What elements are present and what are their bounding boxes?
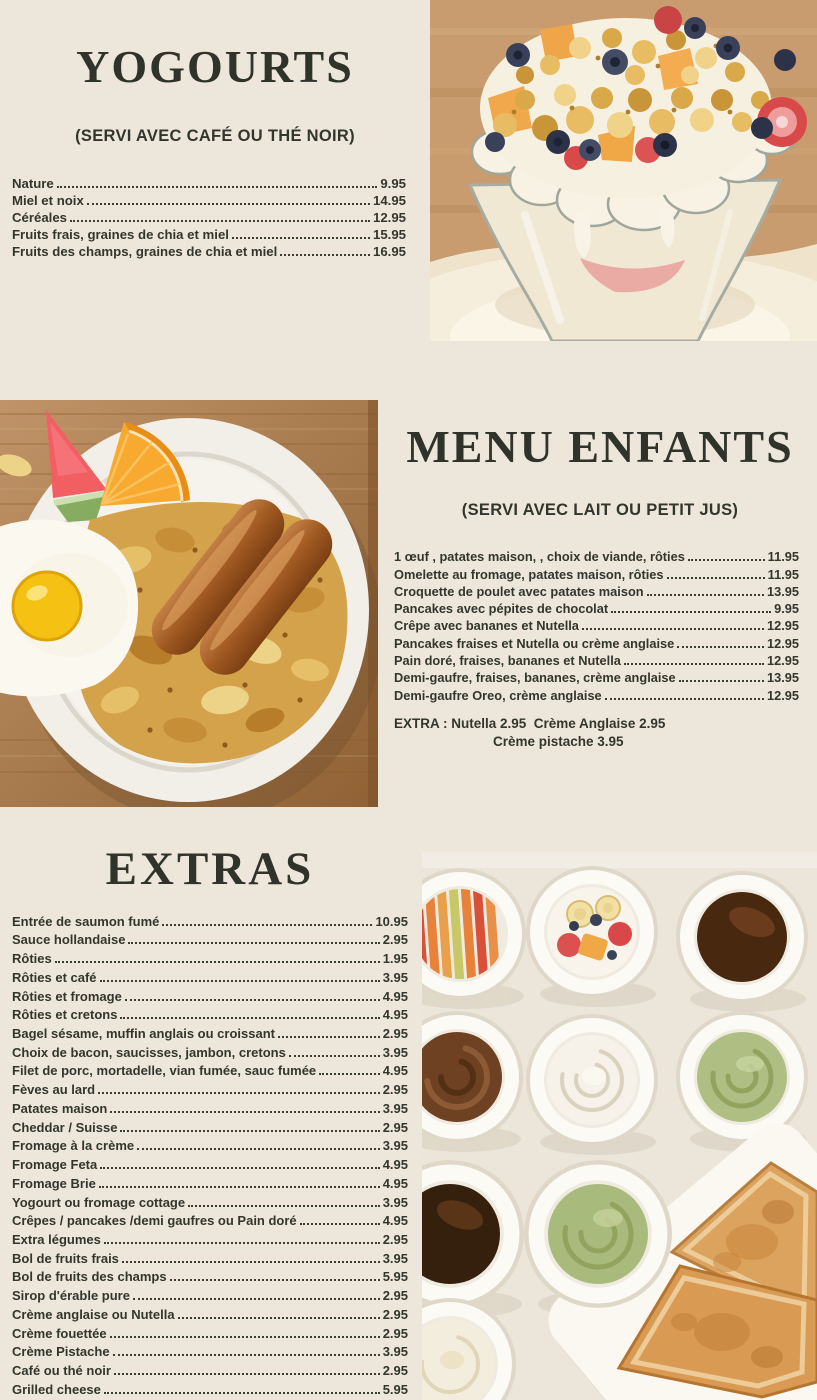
menu-item-name: Rôties et cretons (12, 1007, 118, 1023)
menu-item-name: Entrée de saumon fumé (12, 913, 160, 929)
menu-item-price: 2.95 (382, 1306, 408, 1322)
menu-item-name: Miel et noix (12, 193, 84, 208)
dot-leader (137, 1148, 380, 1150)
menu-item-name: Crêpes / pancakes /demi gaufres ou Pain doré (12, 1213, 297, 1229)
yogourts-section (0, 41, 430, 259)
dot-leader (178, 1317, 380, 1319)
menu-item-price: 12.95 (766, 618, 799, 634)
menu-item-row (12, 1341, 408, 1360)
menu-item-price: 3.95 (382, 1138, 408, 1154)
menu-item-row (12, 1378, 408, 1397)
menu-item-name: Pancakes fraises et Nutella ou crème anglaise (394, 635, 675, 651)
menu-item-price: 12.95 (766, 653, 799, 669)
menu-item-price: 4.95 (382, 1175, 408, 1191)
menu-item-row (12, 1247, 408, 1266)
menu-item-row (12, 242, 406, 259)
menu-item-price: 2.95 (382, 1082, 408, 1098)
menu-item-name: Fromage à la crème (12, 1138, 135, 1154)
dot-leader (162, 924, 372, 926)
menu-item-row (12, 1284, 408, 1303)
dot-leader (688, 559, 765, 561)
dot-leader (87, 203, 370, 205)
menu-item-price: 1.95 (382, 951, 408, 967)
menu-item-price: 4.95 (382, 1157, 408, 1173)
menu-item-name: Crème anglaise ou Nutella (12, 1306, 175, 1322)
menu-item-row (12, 1097, 408, 1116)
menu-item-row (12, 1116, 408, 1135)
menu-item-name: Croquette de poulet avec patates maison (394, 583, 644, 599)
menu-item-price: 15.95 (372, 227, 406, 242)
dot-leader (113, 1354, 380, 1356)
menu-item-price: 2.95 (382, 1288, 408, 1304)
dot-leader (677, 646, 764, 648)
menu-item-name: Cheddar / Suisse (12, 1119, 118, 1135)
menu-item-price: 4.95 (382, 988, 408, 1004)
menu-item-name: Demi-gaufre Oreo, crème anglaise (394, 687, 602, 703)
dot-leader (582, 628, 764, 630)
dot-leader (188, 1205, 380, 1207)
menu-item-row (394, 651, 799, 668)
extras-note-line2: Crème pistache 3.95 (493, 733, 624, 749)
dot-leader (300, 1223, 380, 1225)
dot-leader (120, 1130, 379, 1132)
menu-item-price: 10.95 (375, 913, 408, 929)
dot-leader (104, 1242, 380, 1244)
menu-item-row (12, 1228, 408, 1247)
extras-section (0, 843, 420, 1397)
menu-item-name: Crème Pistache (12, 1344, 110, 1360)
breakfast-plate-photo (0, 400, 378, 807)
yogourts-subtitle: (SERVI AVEC CAFÉ OU THÉ NOIR) (75, 127, 355, 145)
menu-item-name: Pain doré, fraises, bananes et Nutella (394, 653, 621, 669)
menu-item-row (394, 547, 799, 564)
menu-item-row (12, 1153, 408, 1172)
menu-item-price: 4.95 (382, 1063, 408, 1079)
menu-item-price: 12.95 (372, 210, 406, 225)
extras-note-line1: EXTRA : Nutella 2.95 Crème Anglaise 2.95 (394, 715, 666, 731)
menu-enfants-section (392, 421, 808, 749)
menu-item-row (12, 1022, 408, 1041)
dot-leader (104, 1392, 380, 1394)
menu-item-name: Crêpe avec bananes et Nutella (394, 618, 579, 634)
menu-item-price: 2.95 (382, 1231, 408, 1247)
menu-item-row (12, 1322, 408, 1341)
dot-leader (319, 1073, 380, 1075)
menu-item-price: 2.95 (382, 1325, 408, 1341)
condiments-photo (422, 852, 817, 1400)
dot-leader (110, 1111, 379, 1113)
dot-leader (647, 594, 764, 596)
menu-item-price: 11.95 (767, 549, 799, 565)
menu-item-price: 2.95 (382, 1362, 408, 1378)
dot-leader (624, 663, 764, 665)
menu-item-name: Sauce hollandaise (12, 932, 126, 948)
menu-item-name: Nature (12, 176, 54, 191)
menu-item-name: Fromage Feta (12, 1157, 98, 1173)
dot-leader (100, 1167, 379, 1169)
dot-leader (110, 1336, 380, 1338)
menu-item-name: Grilled cheese (12, 1381, 101, 1397)
dot-leader (98, 1092, 380, 1094)
menu-item-price: 4.95 (382, 1213, 408, 1229)
menu-item-row (12, 225, 406, 242)
menu-item-name: Sirop d'érable pure (12, 1288, 130, 1304)
menu-item-row (12, 929, 408, 948)
menu-item-price: 9.95 (380, 176, 406, 191)
menu-item-row (394, 582, 799, 599)
dot-leader (280, 254, 370, 256)
menu-item-price: 5.95 (382, 1269, 408, 1285)
menu-item-row (394, 685, 799, 702)
menu-item-row (12, 1004, 408, 1023)
menu-item-name: Fruits frais, graines de chia et miel (12, 227, 229, 242)
menu-item-name: Bagel sésame, muffin anglais ou croissant (12, 1026, 275, 1042)
menu-item-row (12, 966, 408, 985)
yogourts-title: YOGOURTS (76, 41, 354, 92)
menu-item-name: Extra légumes (12, 1231, 101, 1247)
menu-item-price: 9.95 (774, 601, 799, 617)
menu-item-row (12, 947, 408, 966)
dot-leader (120, 1017, 379, 1019)
yogourts-list (12, 174, 406, 259)
menu-item-name: Bol de fruits frais (12, 1250, 119, 1266)
menu-item-name: Fromage Brie (12, 1175, 96, 1191)
menu-item-row (394, 599, 799, 616)
menu-item-row (12, 1303, 408, 1322)
dot-leader (128, 942, 379, 944)
menu-item-name: Choix de bacon, saucisses, jambon, cretons (12, 1044, 286, 1060)
menu-item-name: Filet de porc, mortadelle, vian fumée, sauc fumée (12, 1063, 317, 1079)
menu-item-name: Patates maison (12, 1100, 108, 1116)
menu-item-row (12, 1210, 408, 1229)
dot-leader (667, 577, 765, 579)
menu-item-name: Rôties et café (12, 969, 97, 985)
menu-item-price: 16.95 (372, 244, 406, 259)
menu-item-price: 3.95 (382, 1100, 408, 1116)
menu-item-name: Yogourt ou fromage cottage (12, 1194, 186, 1210)
menu-item-row (394, 633, 799, 650)
dot-leader (125, 999, 380, 1001)
menu-item-name: Café ou thé noir (12, 1362, 111, 1378)
menu-item-price: 2.95 (382, 1026, 408, 1042)
menu-enfants-title: MENU ENFANTS (406, 421, 794, 472)
extras-list (12, 910, 408, 1397)
menu-item-row (12, 1191, 408, 1210)
dot-leader (605, 698, 764, 700)
menu-item-row (12, 1359, 408, 1378)
menu-item-price: 3.95 (382, 1194, 408, 1210)
menu-item-name: Crème fouettée (12, 1325, 107, 1341)
menu-item-row (12, 1135, 408, 1154)
yogurt-parfait-photo (430, 0, 817, 341)
dot-leader (122, 1261, 380, 1263)
menu-item-name: Omelette au fromage, patates maison, rôties (394, 566, 664, 582)
menu-item-row (394, 616, 799, 633)
menu-item-name: Rôties et fromage (12, 988, 122, 1004)
menu-item-price: 3.95 (382, 1044, 408, 1060)
menu-item-name: Bol de fruits des champs (12, 1269, 167, 1285)
dot-leader (114, 1373, 380, 1375)
menu-item-row (12, 1078, 408, 1097)
menu-item-price: 12.95 (766, 687, 799, 703)
menu-item-price: 13.95 (766, 583, 799, 599)
menu-item-row (12, 1060, 408, 1079)
menu-item-row (12, 1041, 408, 1060)
menu-item-price: 14.95 (372, 193, 406, 208)
dot-leader (232, 237, 370, 239)
menu-item-price: 3.95 (382, 1344, 408, 1360)
dot-leader (99, 1186, 380, 1188)
dot-leader (133, 1298, 380, 1300)
menu-item-row (12, 174, 406, 191)
menu-item-price: 12.95 (766, 635, 799, 651)
menu-enfants-list (394, 547, 799, 703)
menu-item-price: 3.95 (382, 1250, 408, 1266)
menu-item-price: 13.95 (766, 670, 799, 686)
menu-item-name: Rôties (12, 951, 52, 967)
dot-leader (289, 1055, 380, 1057)
menu-item-name: Fèves au lard (12, 1082, 96, 1098)
menu-item-name: 1 œuf , patates maison, , choix de viande, rôties (394, 549, 685, 565)
menu-item-row (12, 985, 408, 1004)
menu-enfants-subtitle: (SERVI AVEC LAIT OU PETIT JUS) (461, 501, 739, 519)
menu-item-row (394, 668, 799, 685)
menu-item-price: 4.95 (382, 1007, 408, 1023)
dot-leader (100, 980, 380, 982)
menu-item-price: 3.95 (382, 969, 408, 985)
menu-item-price: 5.95 (382, 1381, 408, 1397)
extras-note (394, 716, 808, 749)
extras-title: EXTRAS (105, 843, 315, 895)
menu-item-row (12, 1172, 408, 1191)
menu-item-row (12, 1266, 408, 1285)
menu-item-row (12, 910, 408, 929)
menu-item-name: Pancakes avec pépites de chocolat (394, 601, 609, 617)
dot-leader (679, 680, 764, 682)
dot-leader (57, 186, 378, 188)
menu-item-price: 2.95 (382, 932, 408, 948)
dot-leader (278, 1036, 380, 1038)
menu-item-name: Fruits des champs, graines de chia et miel (12, 244, 278, 259)
menu-item-price: 2.95 (382, 1119, 408, 1135)
dot-leader (70, 220, 370, 222)
menu-item-name: Céréales (12, 210, 67, 225)
dot-leader (170, 1279, 380, 1281)
dot-leader (611, 611, 771, 613)
menu-item-price: 11.95 (767, 566, 799, 582)
menu-item-row (394, 564, 799, 581)
menu-item-row (12, 191, 406, 208)
dot-leader (55, 961, 380, 963)
menu-item-name: Demi-gaufre, fraises, bananes, crème anglaise (394, 670, 676, 686)
menu-item-row (12, 208, 406, 225)
